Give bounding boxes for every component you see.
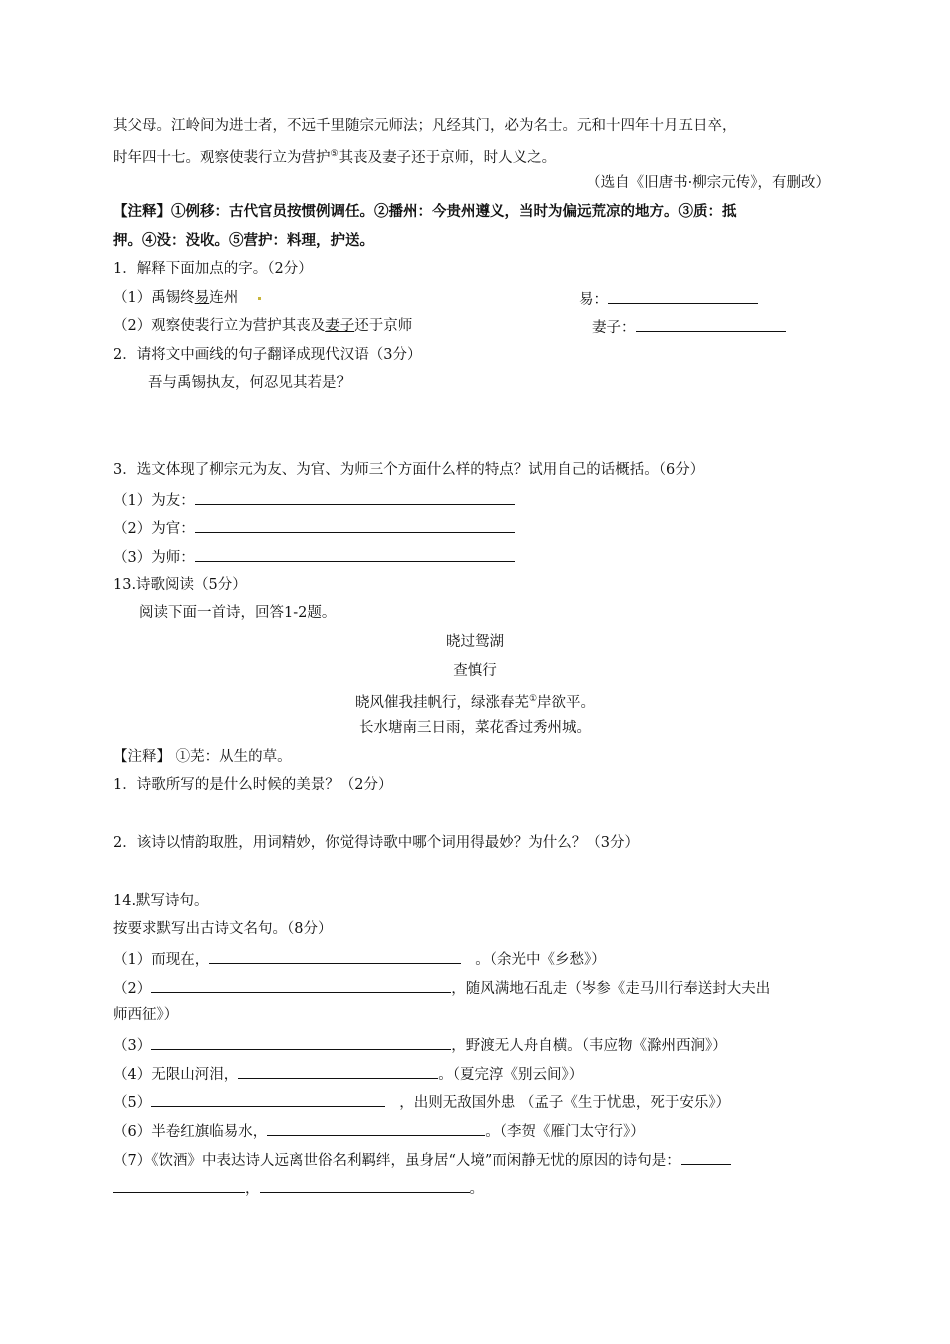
q14-item-5-blank[interactable] bbox=[151, 1091, 385, 1107]
footnote-marker-5: ⑤ bbox=[330, 149, 339, 159]
q14-item-7-text: （7）《饮酒》中表达诗人远离世俗名利羁绊，虽身居“人境”而闲静无忧的原因的诗句是： bbox=[113, 1153, 681, 1169]
q2-title: 2．请将文中画线的句子翻译成现代汉语（3分） bbox=[113, 347, 422, 363]
q1-item-2-pre: （2）观察使裴行立为营护其丧及 bbox=[113, 318, 326, 334]
q14-item-5-pre: （5） bbox=[113, 1095, 152, 1111]
q14-item-2 bbox=[113, 977, 770, 999]
passage-line-1: 其父母。江岭间为进士者，不远千里随宗元师法；凡经其门，必为名士。元和十四年十月五日卒， bbox=[113, 118, 737, 134]
q14-item-6 bbox=[113, 1120, 645, 1142]
poem-line-1 bbox=[0, 689, 950, 713]
q1-item-2-post: 还于京师 bbox=[354, 318, 413, 334]
q1-answer-2-label: 妻子： bbox=[592, 320, 636, 336]
q3-item-1-label: （1）为友： bbox=[113, 493, 195, 509]
q1-answer-1-blank[interactable] bbox=[608, 288, 758, 304]
q1-answer-2 bbox=[592, 316, 786, 338]
q1-item-1 bbox=[113, 288, 262, 308]
q3-item-2-blank[interactable] bbox=[195, 517, 515, 533]
q14-item-3-blank[interactable] bbox=[151, 1034, 451, 1050]
q14-item-2-post: ，随风满地石乱走（岑参《走马川行奉送封大夫出 bbox=[451, 981, 771, 997]
q2-sentence bbox=[148, 373, 351, 393]
q14-item-7-end: 。 bbox=[469, 1181, 484, 1197]
q14-item-2-pre: （2） bbox=[113, 981, 152, 997]
q14-item-4-blank[interactable] bbox=[238, 1063, 438, 1079]
q14-item-4 bbox=[113, 1063, 583, 1085]
stray-dot bbox=[258, 297, 261, 300]
q3-title: 3．选文体现了柳宗元为友、为官、为师三个方面什么样的特点？试用自己的话概括。（6分） bbox=[113, 462, 705, 478]
q3-item-3-label: （3）为师： bbox=[113, 550, 195, 566]
q14-item-3 bbox=[113, 1034, 727, 1056]
q14-item-7 bbox=[113, 1149, 731, 1171]
passage-source: （选自《旧唐书·柳宗元传》，有删改） bbox=[586, 175, 830, 191]
q14-item-7-blank-3[interactable] bbox=[260, 1177, 470, 1193]
poem-author: 查慎行 bbox=[453, 663, 497, 679]
q1-item-1-post: 连州 bbox=[209, 290, 239, 306]
q1-answer-1 bbox=[579, 288, 758, 310]
poem-line-1b: 我挂帆行，绿涨春芜 bbox=[398, 694, 529, 711]
q14-item-3-post: ，野渡无人舟自横。（韦应物《滁州西涧》） bbox=[451, 1038, 727, 1054]
q14-item-5 bbox=[113, 1091, 730, 1113]
q14-item-4-post: 。（夏完淳《别云间》） bbox=[438, 1067, 584, 1083]
q14-item-1-post: 。（余光中《乡愁》） bbox=[475, 952, 606, 968]
notes-line-2: 押。④没：没收。⑤营护：料理，护送。 bbox=[113, 232, 374, 249]
poem-line-1a: 晓风催 bbox=[354, 694, 399, 711]
q3-item-3 bbox=[113, 546, 515, 568]
q3-item-1-blank[interactable] bbox=[195, 489, 515, 505]
q1-item-1-word: 易 bbox=[194, 290, 210, 306]
passage-line-2b: 其丧及妻子还于京师，时人义之。 bbox=[338, 149, 557, 166]
q14-item-7-blank-1[interactable] bbox=[681, 1149, 731, 1165]
q3-item-1 bbox=[113, 489, 515, 511]
q14-item-6-pre: （6）半卷红旗临易水， bbox=[113, 1124, 268, 1140]
q14-item-4-pre: （4）无限山河泪， bbox=[113, 1067, 239, 1083]
q13-instruction: 阅读下面一首诗，回答1-2题。 bbox=[139, 605, 337, 621]
poem-line-1c: 岸欲平。 bbox=[537, 694, 596, 711]
q14-item-1-pre: （1）而现在， bbox=[113, 952, 210, 968]
q14-item-7-comma: ， bbox=[245, 1181, 260, 1197]
q3-item-3-blank[interactable] bbox=[195, 546, 515, 562]
q1-title: 1．解释下面加点的字。（2分） bbox=[113, 261, 313, 277]
q1-answer-2-blank[interactable] bbox=[636, 316, 786, 332]
q13-sub-2: 2．该诗以情韵取胜，用词精妙，你觉得诗歌中哪个词用得最妙？为什么？（3分） bbox=[113, 835, 639, 851]
footnote-marker-1: ① bbox=[528, 694, 538, 704]
q14-item-3-pre: （3） bbox=[113, 1038, 152, 1054]
q2-sentence-a: 吾与 bbox=[148, 375, 177, 391]
q3-item-2-label: （2）为官： bbox=[113, 521, 195, 537]
q2-sentence-b: 禹锡执友，何忍见其若是？ bbox=[177, 375, 351, 391]
q14-title: 14.默写诗句。 bbox=[113, 893, 209, 909]
q1-answer-1-label: 易： bbox=[579, 292, 608, 308]
q1-item-2 bbox=[113, 316, 412, 336]
q14-item-7-blank-2[interactable] bbox=[113, 1177, 245, 1193]
q1-item-1-pre: （1）禹锡终 bbox=[113, 290, 195, 306]
q14-instruction: 按要求默写出古诗文名句。（8分） bbox=[113, 921, 333, 937]
q13-sub-1: 1．诗歌所写的是什么时候的美景？（2分） bbox=[113, 777, 393, 793]
q13-title: 13.诗歌阅读（5分） bbox=[113, 577, 247, 593]
notes-line-1: 【注释】①例移：古代官员按惯例调任。②播州：今贵州遵义，当时为偏远荒凉的地方。③质：抵 bbox=[113, 203, 737, 220]
q14-item-7-cont bbox=[113, 1177, 484, 1199]
q14-item-5-post: ，出则无敌国外患 （孟子《生于忧患，死于安乐》） bbox=[399, 1095, 731, 1111]
q14-item-2-blank[interactable] bbox=[151, 977, 451, 993]
q14-item-6-post: 。（李贺《雁门太守行》） bbox=[485, 1124, 645, 1140]
passage-line-2a: 时年四十七。观察使裴行立为营护 bbox=[113, 149, 331, 166]
poem-note: 【注释】 ①芜：从生的草。 bbox=[113, 749, 292, 765]
poem-line-2: 长水塘南三日雨，菜花香过秀州城。 bbox=[359, 720, 591, 736]
q14-item-1 bbox=[113, 948, 606, 970]
q3-item-2 bbox=[113, 517, 515, 539]
q14-item-2-cont: 师西征》） bbox=[113, 1007, 179, 1023]
q1-item-2-word: 妻子 bbox=[325, 318, 355, 334]
poem-title: 晓过鸳湖 bbox=[446, 634, 504, 650]
q14-item-1-blank[interactable] bbox=[209, 948, 461, 964]
q14-item-6-blank[interactable] bbox=[267, 1120, 485, 1136]
passage-line-2 bbox=[113, 144, 556, 168]
